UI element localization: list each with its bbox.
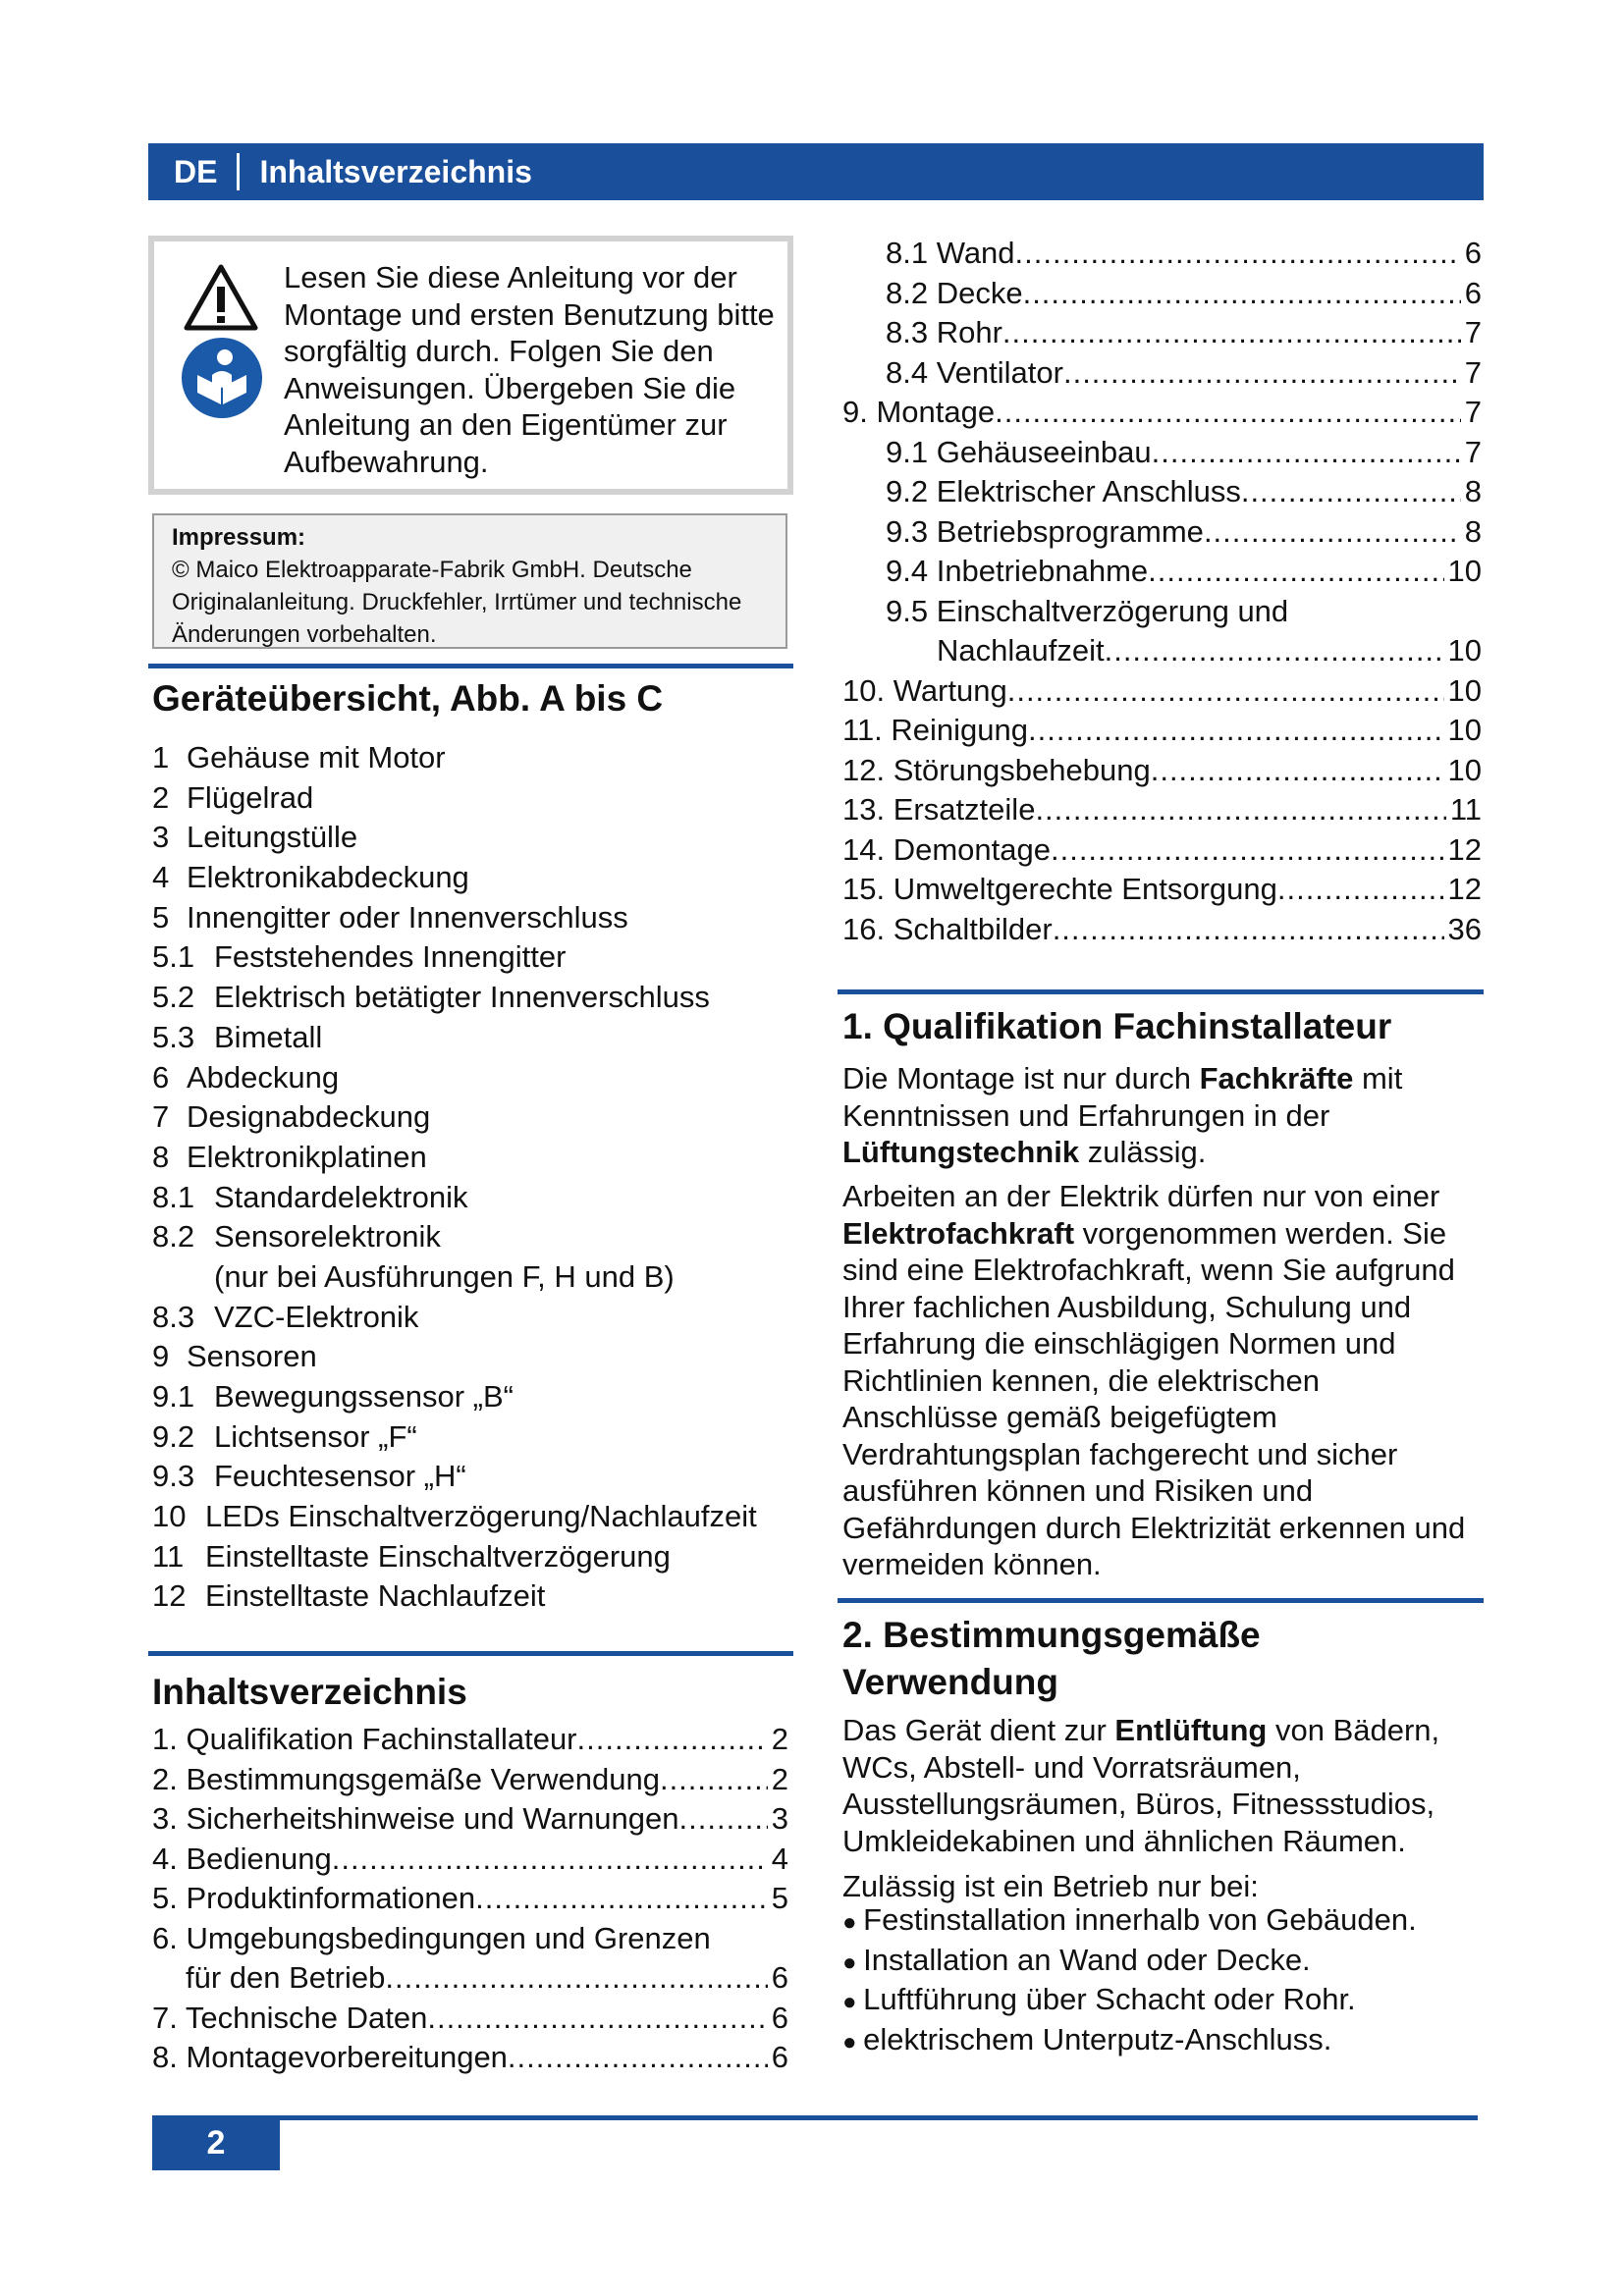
overview-item-label: Flügelrad — [187, 779, 314, 815]
toc-leader — [508, 2038, 768, 2078]
toc-entry[interactable] — [152, 1840, 788, 1880]
overview-item — [152, 978, 757, 1018]
toc-entry[interactable] — [842, 671, 1482, 712]
overview-item — [152, 898, 757, 938]
section2-title-line1: 2. Bestimmungsgemäße — [842, 1615, 1261, 1655]
overview-item — [152, 1018, 757, 1058]
overview-item-number: 5.1 — [152, 939, 195, 975]
overview-item — [152, 858, 757, 898]
overview-item-label: Gehäuse mit Motor — [187, 740, 446, 774]
language-code: DE — [174, 153, 218, 189]
overview-item-label: Feststehendes Innengitter — [214, 939, 567, 975]
overview-item — [152, 1058, 757, 1098]
bullet-text: elektrischem Unterputz-Anschluss. — [863, 2021, 1332, 2056]
toc-entry-page: 6 — [1464, 236, 1482, 270]
bullet-item — [842, 1981, 1481, 2021]
bullet-dot-icon: ● — [842, 1909, 864, 1936]
overview-item — [152, 1457, 757, 1497]
toc-entry-label: 9.3 Betriebsprogramme — [886, 513, 1204, 549]
toc-entry-label: 9.2 Elektrischer Anschluss — [886, 474, 1241, 508]
toc-entry-label: 2. Bestimmungsgemäße Verwendung — [152, 1761, 660, 1796]
toc-entry[interactable] — [842, 910, 1482, 950]
overview-item-number: 5 — [152, 899, 170, 934]
overview-item-label: Standardelektronik — [214, 1179, 468, 1214]
overview-item — [152, 1217, 757, 1257]
overview-item-number: 3 — [152, 820, 170, 855]
overview-item-label: Feuchtesensor „H“ — [214, 1459, 466, 1494]
overview-item-number: 7 — [152, 1099, 170, 1135]
toc-leader — [577, 1720, 768, 1760]
overview-item — [152, 1257, 757, 1298]
overview-item-number: 9.1 — [152, 1379, 195, 1414]
toc-entry[interactable] — [842, 592, 1482, 632]
bullet-text: Luftführung über Schacht oder Rohr. — [863, 1982, 1356, 2016]
overview-item-label: LEDs Einschaltverzögerung/Nachlaufzeit — [205, 1499, 757, 1534]
overview-item-label: Leitungstülle — [187, 820, 358, 855]
overview-item — [152, 778, 757, 819]
toc-entry[interactable] — [842, 751, 1482, 791]
toc-leader — [1002, 313, 1461, 353]
toc-entry-label: 12. Störungsbehebung — [842, 752, 1151, 787]
toc-entry-page: 10 — [1447, 672, 1482, 708]
toc-entry-label: 9. Montage — [842, 395, 996, 429]
toc-entry[interactable] — [152, 1879, 788, 1919]
toc-title: Inhaltsverzeichnis — [152, 1672, 467, 1712]
section2-paragraph1: Das Gerät dient zur Entlüftung von Bädern, WCs, Abstell- und Vorratsräumen, Ausstellungsräumen, Büros, Fitnessstudios, Umkleidekabinen und ähnlichen Räumen. — [842, 1713, 1440, 1858]
toc-entry[interactable] — [842, 790, 1482, 830]
safety-notice — [148, 236, 793, 495]
overview-item-label: Einstelltaste Einschaltverzögerung — [205, 1538, 671, 1574]
toc-entry[interactable] — [842, 393, 1482, 433]
toc-entry-page: 4 — [771, 1841, 788, 1876]
toc-entry[interactable] — [152, 1999, 788, 2039]
overview-item-label: Bewegungssensor „B“ — [214, 1379, 514, 1414]
toc-entry[interactable] — [842, 313, 1482, 353]
overview-item-number: 5.3 — [152, 1019, 195, 1054]
toc-entry-page: 12 — [1447, 831, 1482, 867]
overview-item — [152, 937, 757, 978]
overview-item — [152, 1138, 757, 1178]
section-rule — [148, 664, 793, 668]
section2-paragraph2: Zulässig ist ein Betrieb nur bei: — [842, 1869, 1259, 1903]
toc-leader — [1051, 830, 1444, 871]
toc-entry[interactable] — [152, 1720, 788, 1760]
overview-item-label: Abdeckung — [187, 1059, 340, 1095]
overview-item-number: 1 — [152, 740, 170, 774]
toc-entry-label: 8.4 Ventilator — [886, 354, 1063, 390]
notice-text: Lesen Sie diese Anleitung vor der Montage und ersten Benutzung bitte sorgfältig durch. Folgen Sie den Anweisungen. Übergeben Sie die Anleitung an den Eigentümer zur Aufbewahrung. — [284, 260, 775, 479]
overview-list — [152, 738, 757, 1617]
toc-entry-label: Nachlaufzeit — [937, 633, 1105, 667]
toc-leader — [1152, 433, 1461, 473]
toc-entry[interactable] — [842, 274, 1482, 314]
overview-title: Geräteübersicht, Abb. A bis C — [152, 678, 664, 719]
toc-entry[interactable] — [842, 870, 1482, 910]
toc-leader — [1204, 512, 1461, 553]
toc-leader — [1241, 472, 1461, 512]
toc-entry-label: 7. Technische Daten — [152, 2000, 428, 2035]
section-rule — [148, 1651, 793, 1656]
toc-entry[interactable] — [842, 631, 1482, 671]
toc-entry-page: 8 — [1464, 474, 1482, 508]
section1-paragraph1: Die Montage ist nur durch Fachkräfte mit Kenntnissen und Erfahrungen in der Lüftungstechnik zulässig. — [842, 1061, 1403, 1169]
toc-entry-page: 36 — [1447, 911, 1482, 946]
toc-entry[interactable] — [842, 433, 1482, 473]
overview-item-label: Sensorelektronik — [214, 1219, 441, 1255]
toc-entry-page: 6 — [771, 2000, 788, 2035]
bullet-dot-icon: ● — [842, 1989, 864, 2015]
overview-item — [152, 1298, 757, 1338]
toc-entry-label: 8.3 Rohr — [886, 315, 1002, 349]
toc-entry-label: 6. Umgebungsbedingungen und Grenzen — [152, 1920, 711, 1955]
toc-entry[interactable] — [842, 472, 1482, 512]
overview-item — [152, 818, 757, 858]
section-rule — [838, 1598, 1484, 1603]
overview-item — [152, 1576, 757, 1617]
toc-entry[interactable] — [152, 2038, 788, 2078]
page-number: 2 — [152, 2115, 280, 2170]
toc-entry-page: 12 — [1447, 872, 1482, 906]
overview-item-label: Elektronikplatinen — [187, 1139, 427, 1174]
toc-leader — [1277, 870, 1444, 910]
toc-entry-page: 6 — [1464, 275, 1482, 310]
toc-entry-label: 11. Reinigung — [842, 713, 1029, 747]
toc-leader — [1148, 552, 1443, 592]
toc-entry-page: 3 — [771, 1801, 788, 1836]
toc-entry[interactable] — [842, 234, 1482, 274]
toc-entry[interactable] — [152, 1760, 788, 1800]
toc-entry-label: 8.2 Decke — [886, 275, 1023, 310]
toc-entry-page: 10 — [1447, 713, 1482, 747]
overview-item — [152, 1417, 757, 1458]
toc-entry-label: 16. Schaltbilder — [842, 911, 1053, 946]
overview-item — [152, 1178, 757, 1218]
toc-entry[interactable] — [842, 512, 1482, 553]
toc-leader — [427, 1999, 767, 2039]
toc-entry-label: 9.5 Einschaltverzögerung und — [886, 593, 1289, 628]
toc-entry-label: 8. Montagevorbereitungen — [152, 2040, 508, 2074]
toc-leader — [679, 1799, 768, 1840]
toc-leader — [660, 1760, 768, 1800]
toc-leader — [332, 1840, 768, 1880]
toc-entry[interactable] — [842, 353, 1482, 394]
overview-item — [152, 1097, 757, 1138]
header-divider — [237, 153, 240, 190]
overview-item-label: Designabdeckung — [187, 1099, 431, 1135]
bullet-item — [842, 1901, 1481, 1942]
overview-item-number: 4 — [152, 860, 170, 895]
bullet-item — [842, 1942, 1481, 1982]
overview-item-number: 5.2 — [152, 980, 195, 1015]
overview-item-number: 9.2 — [152, 1418, 195, 1454]
toc-entry-page: 10 — [1447, 633, 1482, 667]
toc-entry[interactable] — [152, 1958, 788, 1999]
overview-item-label: Einstelltaste Nachlaufzeit — [205, 1578, 546, 1614]
overview-item — [152, 1377, 757, 1417]
toc-entry-label: 5. Produktinformationen — [152, 1881, 476, 1915]
overview-item-number: 10 — [152, 1499, 187, 1534]
impressum-box — [152, 513, 787, 649]
overview-item-number: 8.3 — [152, 1299, 195, 1334]
toc-entry-page: 10 — [1447, 554, 1482, 588]
toc-leader — [1105, 631, 1444, 671]
toc-leader — [995, 393, 1461, 433]
toc-entry[interactable] — [152, 1919, 788, 1959]
footer-rule — [152, 2115, 1478, 2120]
toc-entry-label: für den Betrieb — [186, 1960, 386, 1995]
overview-item-label: (nur bei Ausführungen F, H und B) — [214, 1258, 675, 1294]
warning-icon — [184, 263, 258, 332]
section1-paragraph2: Arbeiten an der Elektrik dürfen nur von einer Elektrofachkraft vorgenommen werden. Sie sind eine Elektrofachkraft, wenn Sie aufgrund Ihrer fachlichen Ausbildung, Schulung und Erfahrung die einschlägigen Normen und Richtlinien kennen, die elektrischen Anschlüsse gemäß beigefügtem Verdrahtungsplan fachgerecht und sicher ausführen können und Risiken und Gefährdungen durch Elektrizität erkennen und vermeiden können. — [842, 1179, 1466, 1581]
toc-entry-page: 6 — [771, 2040, 788, 2074]
toc-leader — [1151, 751, 1444, 791]
toc-entry-label: 4. Bedienung — [152, 1841, 332, 1876]
toc-entry-label: 15. Umweltgerechte Entsorgung — [842, 872, 1277, 906]
overview-item-label: Sensoren — [187, 1339, 317, 1374]
overview-item-label: Innengitter oder Innenverschluss — [187, 899, 628, 934]
overview-item-number: 9 — [152, 1339, 170, 1374]
overview-item-label: Elektrisch betätigter Innenverschluss — [214, 980, 710, 1015]
overview-item-number: 11 — [152, 1538, 185, 1574]
toc-entry-page: 7 — [1464, 354, 1482, 390]
toc-entry-label: 14. Demontage — [842, 831, 1051, 867]
section2-title-line2: Verwendung — [842, 1662, 1058, 1702]
toc-entry-label: 3. Sicherheitshinweise und Warnungen — [152, 1801, 679, 1836]
bullet-text: Festinstallation innerhalb von Gebäuden. — [863, 1902, 1417, 1937]
toc-leader — [1007, 671, 1444, 712]
impressum-title: Impressum: — [172, 524, 306, 551]
overview-item-label: Bimetall — [214, 1019, 323, 1054]
overview-item-number: 8 — [152, 1139, 170, 1174]
toc-entry-label: 1. Qualifikation Fachinstallateur — [152, 1722, 577, 1756]
toc-entry-page: 7 — [1464, 434, 1482, 469]
toc-leader — [1028, 711, 1444, 751]
toc-entry[interactable] — [842, 552, 1482, 592]
page-header — [148, 143, 1484, 200]
toc-entry-page: 10 — [1447, 752, 1482, 787]
overview-item-label: Elektronikabdeckung — [187, 860, 469, 895]
toc-leader — [1035, 790, 1445, 830]
toc-entry-page: 2 — [771, 1722, 788, 1756]
toc-entry-page: 6 — [771, 1960, 788, 1995]
toc-entry-label: 8.1 Wand — [886, 236, 1015, 270]
toc-entry-label: 13. Ersatzteile — [842, 792, 1036, 827]
toc-entry-page: 5 — [771, 1881, 788, 1915]
impressum-text: © Maico Elektroapparate-Fabrik GmbH. Deutsche Originalanleitung. Druckfehler, Irrtümer und technische Änderungen vorbehalten. — [172, 557, 742, 648]
toc-leader — [1063, 353, 1461, 394]
toc-entry[interactable] — [842, 711, 1482, 751]
section-rule — [838, 989, 1484, 994]
overview-item — [152, 1537, 757, 1577]
overview-item-number: 12 — [152, 1578, 187, 1614]
bullet-dot-icon: ● — [842, 1949, 864, 1976]
overview-item-number: 9.3 — [152, 1459, 195, 1494]
toc-leader — [1023, 274, 1461, 314]
toc-entry[interactable] — [152, 1799, 788, 1840]
overview-item-number: 8.1 — [152, 1179, 195, 1214]
overview-item — [152, 1337, 757, 1377]
header-title: Inhaltsverzeichnis — [259, 153, 532, 189]
toc-entry-page: 7 — [1464, 395, 1482, 429]
toc-leader — [385, 1958, 767, 1999]
overview-item — [152, 738, 757, 778]
overview-item-number: 8.2 — [152, 1219, 195, 1255]
toc-leader — [475, 1879, 768, 1919]
read-manual-icon — [180, 336, 264, 420]
overview-item-number: 6 — [152, 1059, 170, 1095]
bullet-item — [842, 2021, 1481, 2061]
bullet-text: Installation an Wand oder Decke. — [863, 1942, 1311, 1977]
overview-item — [152, 1497, 757, 1537]
toc-entry-label: 9.1 Gehäuseeinbau — [886, 434, 1152, 469]
toc-entry-page: 2 — [771, 1761, 788, 1796]
overview-item-label: VZC-Elektronik — [214, 1299, 419, 1334]
section1-title: 1. Qualifikation Fachinstallateur — [842, 1006, 1392, 1046]
toc-entry-page: 8 — [1464, 513, 1482, 549]
overview-item-number: 2 — [152, 779, 170, 815]
toc-leader — [1053, 910, 1444, 950]
toc-entry-label: 10. Wartung — [842, 672, 1007, 708]
toc-entry-label: 9.4 Inbetriebnahme — [886, 554, 1149, 588]
bullet-dot-icon: ● — [842, 2028, 864, 2056]
section2-bullets — [842, 1901, 1481, 2060]
overview-item-label: Lichtsensor „F“ — [214, 1418, 417, 1454]
toc-leader — [1015, 234, 1461, 274]
toc-entry[interactable] — [842, 830, 1482, 871]
toc-list-right — [842, 234, 1482, 949]
toc-entry-page: 11 — [1449, 792, 1482, 827]
toc-list-left — [152, 1720, 788, 2078]
toc-entry-page: 7 — [1464, 315, 1482, 349]
